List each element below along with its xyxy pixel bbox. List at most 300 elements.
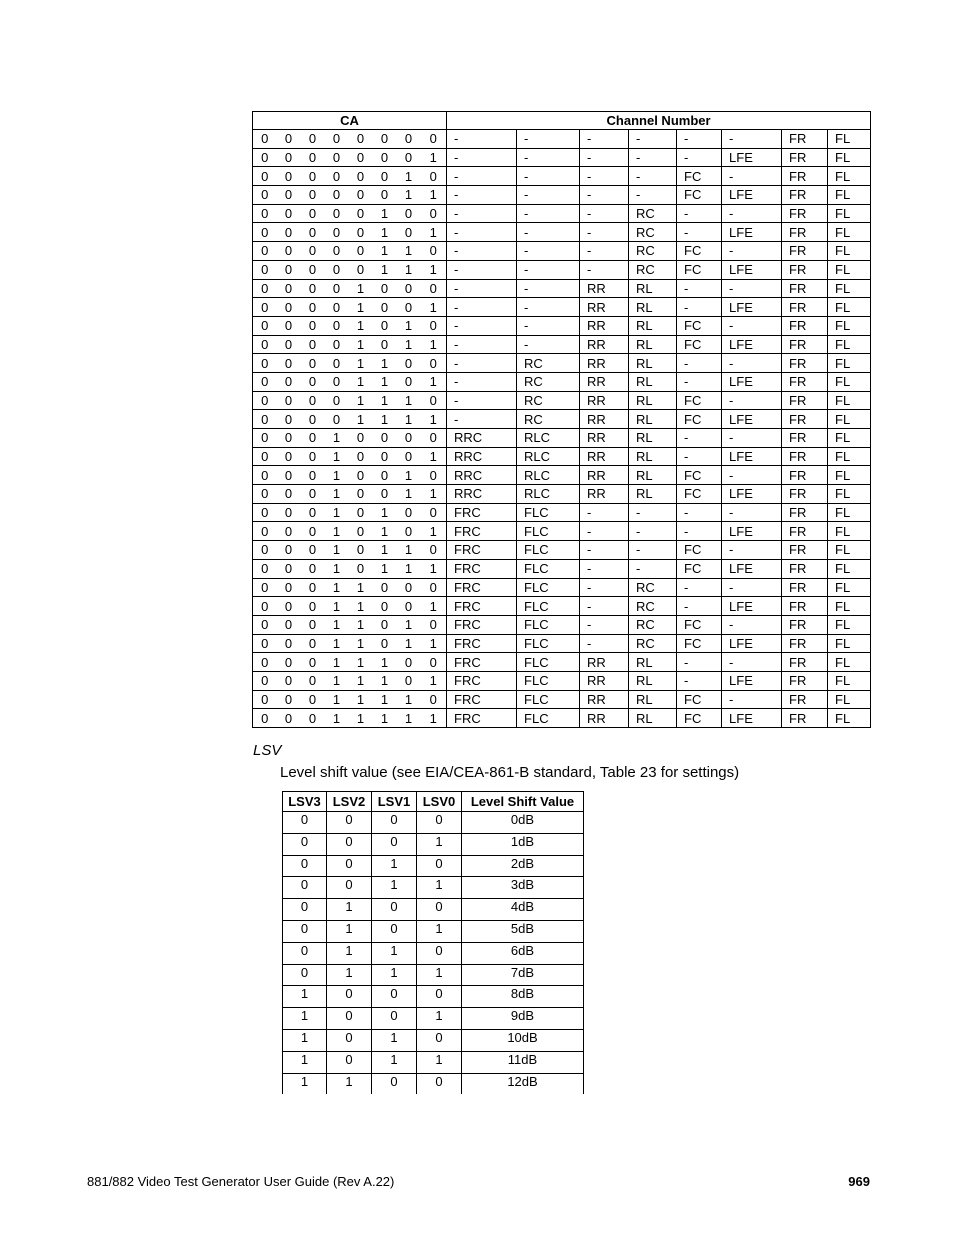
channel-cell: LFE [722,522,782,541]
ca-bit-cell: 0 [301,559,325,578]
ca-bit-cell: 0 [253,615,277,634]
ca-bit-cell: 0 [301,447,325,466]
channel-cell: RLC [517,447,580,466]
ca-bit-cell: 0 [301,242,325,261]
ca-bit-cell: 0 [397,204,421,223]
ca-bit-cell: 1 [421,671,447,690]
ca-bit-cell: 0 [397,354,421,373]
ca-bit-cell: 0 [277,391,301,410]
lsv-cell: 0 [327,1051,372,1073]
ca-bit-cell: 1 [373,671,397,690]
ca-bit-cell: 0 [277,223,301,242]
ca-bit-cell: 0 [277,709,301,728]
channel-cell: FC [677,485,722,504]
ca-table-row [253,372,871,391]
ca-bit-cell: 0 [325,223,349,242]
ca-bit-cell: 0 [301,204,325,223]
ca-bit-cell: 0 [277,503,301,522]
channel-cell: - [580,634,629,653]
ca-bit-cell: 1 [373,522,397,541]
lsv-cell: 1 [327,899,372,921]
ca-bit-cell: 0 [325,148,349,167]
lsv-cell: 0 [417,942,462,964]
ca-bit-cell: 0 [301,167,325,186]
ca-bit-cell: 1 [373,242,397,261]
ca-bit-cell: 0 [349,447,373,466]
lsv-header-cell: LSV0 [417,792,462,812]
channel-cell: RL [629,447,677,466]
channel-cell: FRC [447,597,517,616]
channel-cell: - [580,541,629,560]
ca-bit-cell: 0 [349,541,373,560]
channel-cell: FLC [517,615,580,634]
channel-cell: FL [828,541,871,560]
channel-cell: FR [782,186,828,205]
channel-cell: FR [782,279,828,298]
channel-cell: RRC [447,485,517,504]
channel-cell: FR [782,167,828,186]
ca-bit-cell: 1 [373,204,397,223]
lsv-cell: 1dB [462,833,584,855]
ca-bit-cell: 0 [253,410,277,429]
channel-cell: FR [782,597,828,616]
channel-cell: RC [629,634,677,653]
ca-bit-cell: 0 [301,148,325,167]
channel-cell: FR [782,447,828,466]
ca-bit-cell: 0 [277,485,301,504]
channel-cell: - [447,372,517,391]
ca-bit-cell: 0 [301,485,325,504]
ca-bit-cell: 1 [421,372,447,391]
ca-bit-cell: 0 [301,541,325,560]
lsv-table-row [283,877,584,899]
ca-bit-cell: 0 [301,279,325,298]
channel-cell: - [722,391,782,410]
channel-cell: RR [580,709,629,728]
channel-cell: RR [580,690,629,709]
ca-bit-cell: 0 [277,354,301,373]
channel-cell: - [447,335,517,354]
ca-table-row [253,485,871,504]
lsv-cell: 0 [327,1029,372,1051]
channel-cell: - [722,578,782,597]
ca-bit-cell: 1 [373,354,397,373]
channel-cell: FR [782,671,828,690]
lsv-cell: 0 [372,1073,417,1094]
ca-bit-cell: 0 [277,242,301,261]
lsv-cell: 0 [417,812,462,834]
channel-cell: FL [828,485,871,504]
ca-bit-cell: 0 [397,671,421,690]
ca-bit-cell: 0 [349,242,373,261]
ca-bit-cell: 0 [373,429,397,448]
channel-cell: FC [677,541,722,560]
channel-cell: FL [828,279,871,298]
channel-cell: - [677,653,722,672]
channel-cell: RC [517,391,580,410]
channel-cell: - [580,242,629,261]
lsv-cell: 1 [372,877,417,899]
channel-cell: FR [782,503,828,522]
channel-cell: LFE [722,148,782,167]
ca-bit-cell: 0 [325,354,349,373]
ca-bit-cell: 0 [373,316,397,335]
lsv-cell: 10dB [462,1029,584,1051]
channel-cell: - [580,522,629,541]
ca-bit-cell: 0 [373,597,397,616]
ca-table-row [253,578,871,597]
channel-cell: - [629,559,677,578]
channel-cell: RR [580,410,629,429]
ca-bit-cell: 0 [301,578,325,597]
ca-table-row [253,242,871,261]
channel-cell: FL [828,615,871,634]
ca-table-row [253,671,871,690]
channel-cell: - [677,597,722,616]
ca-bit-cell: 0 [277,690,301,709]
ca-bit-cell: 1 [349,372,373,391]
ca-table-row [253,466,871,485]
ca-bit-cell: 0 [397,597,421,616]
ca-bit-cell: 0 [277,372,301,391]
channel-cell: - [447,354,517,373]
lsv-cell: 0 [372,812,417,834]
ca-bit-cell: 1 [373,410,397,429]
channel-cell: - [677,671,722,690]
lsv-cell: 0 [283,899,327,921]
channel-cell: FC [677,186,722,205]
ca-table-row [253,709,871,728]
ca-table-row [253,559,871,578]
channel-cell: FR [782,709,828,728]
channel-cell: RL [629,391,677,410]
ca-bit-cell: 1 [373,690,397,709]
channel-cell: FL [828,167,871,186]
channel-cell: - [629,148,677,167]
ca-bit-cell: 0 [277,204,301,223]
channel-cell: - [517,223,580,242]
ca-bit-cell: 1 [421,597,447,616]
ca-bit-cell: 1 [325,653,349,672]
channel-cell: RL [629,690,677,709]
ca-table-row [253,541,871,560]
channel-cell: - [517,260,580,279]
channel-cell: - [722,130,782,149]
lsv-cell: 0dB [462,812,584,834]
channel-cell: - [447,242,517,261]
ca-bit-cell: 0 [349,429,373,448]
channel-cell: - [677,522,722,541]
ca-bit-cell: 1 [349,671,373,690]
lsv-cell: 1 [372,964,417,986]
channel-cell: RC [629,260,677,279]
ca-bit-cell: 1 [325,559,349,578]
ca-bit-cell: 1 [373,541,397,560]
ca-bit-cell: 0 [373,578,397,597]
channel-cell: RLC [517,429,580,448]
channel-cell: - [447,186,517,205]
channel-cell: FLC [517,578,580,597]
channel-cell: - [722,429,782,448]
lsv-table-row [283,1029,584,1051]
ca-bit-cell: 0 [349,559,373,578]
ca-bit-cell: 0 [253,671,277,690]
channel-cell: FL [828,522,871,541]
ca-bit-cell: 0 [277,260,301,279]
ca-table-row [253,429,871,448]
channel-cell: LFE [722,485,782,504]
channel-cell: RL [629,653,677,672]
ca-bit-cell: 0 [301,186,325,205]
channel-cell: FC [677,709,722,728]
channel-cell: - [722,466,782,485]
lsv-description: Level shift value (see EIA/CEA-861-B standard, Table 23 for settings) [280,764,740,781]
lsv-cell: 0 [417,1073,462,1094]
lsv-cell: 0 [327,855,372,877]
lsv-cell: 1 [372,1029,417,1051]
channel-cell: - [580,223,629,242]
channel-cell: FL [828,653,871,672]
ca-bit-cell: 1 [373,503,397,522]
channel-cell: LFE [722,298,782,317]
channel-cell: RR [580,316,629,335]
ca-bit-cell: 0 [277,522,301,541]
lsv-cell: 0 [372,986,417,1008]
ca-bit-cell: 0 [421,615,447,634]
lsv-table-body [283,812,584,1095]
channel-cell: FC [677,634,722,653]
ca-bit-cell: 0 [421,429,447,448]
lsv-cell: 1 [327,942,372,964]
lsv-table-row [283,812,584,834]
lsv-cell: 1 [283,1008,327,1030]
ca-bit-cell: 0 [301,130,325,149]
channel-cell: - [580,204,629,223]
ca-bit-cell: 0 [397,653,421,672]
ca-bit-cell: 0 [277,429,301,448]
lsv-cell: 1 [372,855,417,877]
ca-bit-cell: 1 [349,316,373,335]
ca-bit-cell: 0 [253,447,277,466]
ca-bit-cell: 0 [277,559,301,578]
ca-table-body [253,130,871,728]
lsv-cell: 1 [417,1051,462,1073]
ca-bit-cell: 1 [397,615,421,634]
ca-bit-cell: 0 [277,615,301,634]
ca-bit-cell: 0 [277,653,301,672]
lsv-cell: 0 [283,942,327,964]
channel-cell: FL [828,223,871,242]
ca-bit-cell: 0 [349,485,373,504]
channel-cell: RR [580,671,629,690]
lsv-cell: 1 [417,1008,462,1030]
channel-cell: - [677,429,722,448]
channel-cell: FLC [517,690,580,709]
channel-cell: - [447,130,517,149]
channel-cell: - [447,410,517,429]
ca-bit-cell: 0 [397,503,421,522]
lsv-cell: 1 [283,986,327,1008]
lsv-cell: 1 [283,1051,327,1073]
channel-cell: FL [828,260,871,279]
channel-cell: FLC [517,634,580,653]
ca-bit-cell: 1 [397,335,421,354]
channel-cell: - [447,223,517,242]
ca-bit-cell: 0 [373,335,397,354]
channel-cell: FRC [447,559,517,578]
ca-bit-cell: 0 [421,466,447,485]
ca-bit-cell: 0 [277,671,301,690]
ca-table-row [253,167,871,186]
ca-bit-cell: 0 [253,372,277,391]
ca-bit-cell: 1 [349,634,373,653]
ca-bit-cell: 1 [325,485,349,504]
lsv-cell: 6dB [462,942,584,964]
channel-cell: - [447,298,517,317]
channel-cell: FL [828,316,871,335]
channel-cell: FL [828,410,871,429]
ca-bit-cell: 0 [301,223,325,242]
ca-table-row [253,335,871,354]
channel-cell: FR [782,298,828,317]
channel-cell: FC [677,167,722,186]
channel-cell: RR [580,354,629,373]
ca-channel-table [252,111,871,728]
channel-cell: - [722,615,782,634]
channel-cell: - [517,130,580,149]
lsv-cell: 1 [327,964,372,986]
channel-cell: - [722,316,782,335]
ca-bit-cell: 0 [253,559,277,578]
channel-cell: RL [629,709,677,728]
channel-cell: FR [782,260,828,279]
ca-bit-cell: 1 [373,653,397,672]
channel-cell: FC [677,260,722,279]
channel-cell: LFE [722,372,782,391]
ca-bit-cell: 0 [301,690,325,709]
channel-cell: RL [629,466,677,485]
ca-bit-cell: 1 [397,260,421,279]
channel-cell: LFE [722,634,782,653]
channel-cell: LFE [722,447,782,466]
ca-bit-cell: 1 [421,298,447,317]
lsv-cell: 1 [283,1073,327,1094]
ca-table-row [253,503,871,522]
ca-bit-cell: 0 [349,167,373,186]
ca-table-row [253,130,871,149]
ca-bit-cell: 0 [301,653,325,672]
ca-table-row [253,410,871,429]
channel-cell: FL [828,578,871,597]
lsv-table-row [283,942,584,964]
ca-bit-cell: 0 [397,148,421,167]
channel-cell: FR [782,130,828,149]
lsv-cell: 1 [372,942,417,964]
ca-bit-cell: 0 [373,130,397,149]
channel-cell: RLC [517,485,580,504]
ca-bit-cell: 0 [421,316,447,335]
lsv-cell: 0 [372,920,417,942]
channel-cell: FR [782,391,828,410]
ca-table-row [253,354,871,373]
lsv-header-cell: LSV3 [283,792,327,812]
channel-cell: FRC [447,653,517,672]
ca-bit-cell: 0 [421,354,447,373]
lsv-cell: 0 [327,1008,372,1030]
channel-cell: FL [828,447,871,466]
channel-cell: FR [782,316,828,335]
ca-bit-cell: 0 [277,316,301,335]
ca-bit-cell: 1 [421,335,447,354]
ca-bit-cell: 1 [421,223,447,242]
ca-bit-cell: 0 [397,279,421,298]
ca-bit-cell: 0 [253,242,277,261]
channel-cell: FL [828,503,871,522]
lsv-table-row [283,1073,584,1094]
lsv-cell: 1 [417,920,462,942]
channel-cell: - [580,503,629,522]
ca-bit-cell: 1 [349,354,373,373]
channel-cell: FL [828,559,871,578]
channel-cell: FLC [517,671,580,690]
ca-bit-cell: 1 [421,186,447,205]
channel-cell: RLC [517,466,580,485]
channel-cell: - [629,167,677,186]
lsv-cell: 0 [283,964,327,986]
ca-bit-cell: 0 [325,316,349,335]
ca-bit-cell: 1 [325,429,349,448]
lsv-table-row [283,855,584,877]
channel-cell: RR [580,447,629,466]
ca-bit-cell: 0 [421,541,447,560]
ca-bit-cell: 0 [277,541,301,560]
ca-bit-cell: 0 [325,186,349,205]
channel-cell: - [580,597,629,616]
ca-bit-cell: 0 [277,148,301,167]
lsv-header-cell: LSV1 [372,792,417,812]
lsv-cell: 0 [283,855,327,877]
ca-table-row [253,148,871,167]
ca-bit-cell: 0 [421,391,447,410]
ca-bit-cell: 0 [373,167,397,186]
channel-cell: FR [782,559,828,578]
ca-bit-cell: 1 [397,167,421,186]
channel-cell: RC [517,372,580,391]
channel-cell: FR [782,335,828,354]
channel-cell: FL [828,354,871,373]
channel-cell: FL [828,372,871,391]
channel-cell: - [629,186,677,205]
lsv-cell: 1 [283,1029,327,1051]
channel-cell: - [517,242,580,261]
ca-bit-cell: 1 [349,279,373,298]
lsv-cell: 5dB [462,920,584,942]
channel-cell: FR [782,372,828,391]
ca-bit-cell: 0 [277,597,301,616]
channel-cell: RC [629,223,677,242]
channel-cell: LFE [722,335,782,354]
ca-bit-cell: 1 [397,634,421,653]
channel-cell: FL [828,148,871,167]
ca-bit-cell: 0 [397,429,421,448]
channel-cell: RL [629,671,677,690]
channel-cell: LFE [722,260,782,279]
channel-cell: LFE [722,186,782,205]
lsv-cell: 9dB [462,1008,584,1030]
ca-bit-cell: 0 [349,186,373,205]
lsv-cell: 0 [283,812,327,834]
ca-bit-cell: 0 [421,242,447,261]
